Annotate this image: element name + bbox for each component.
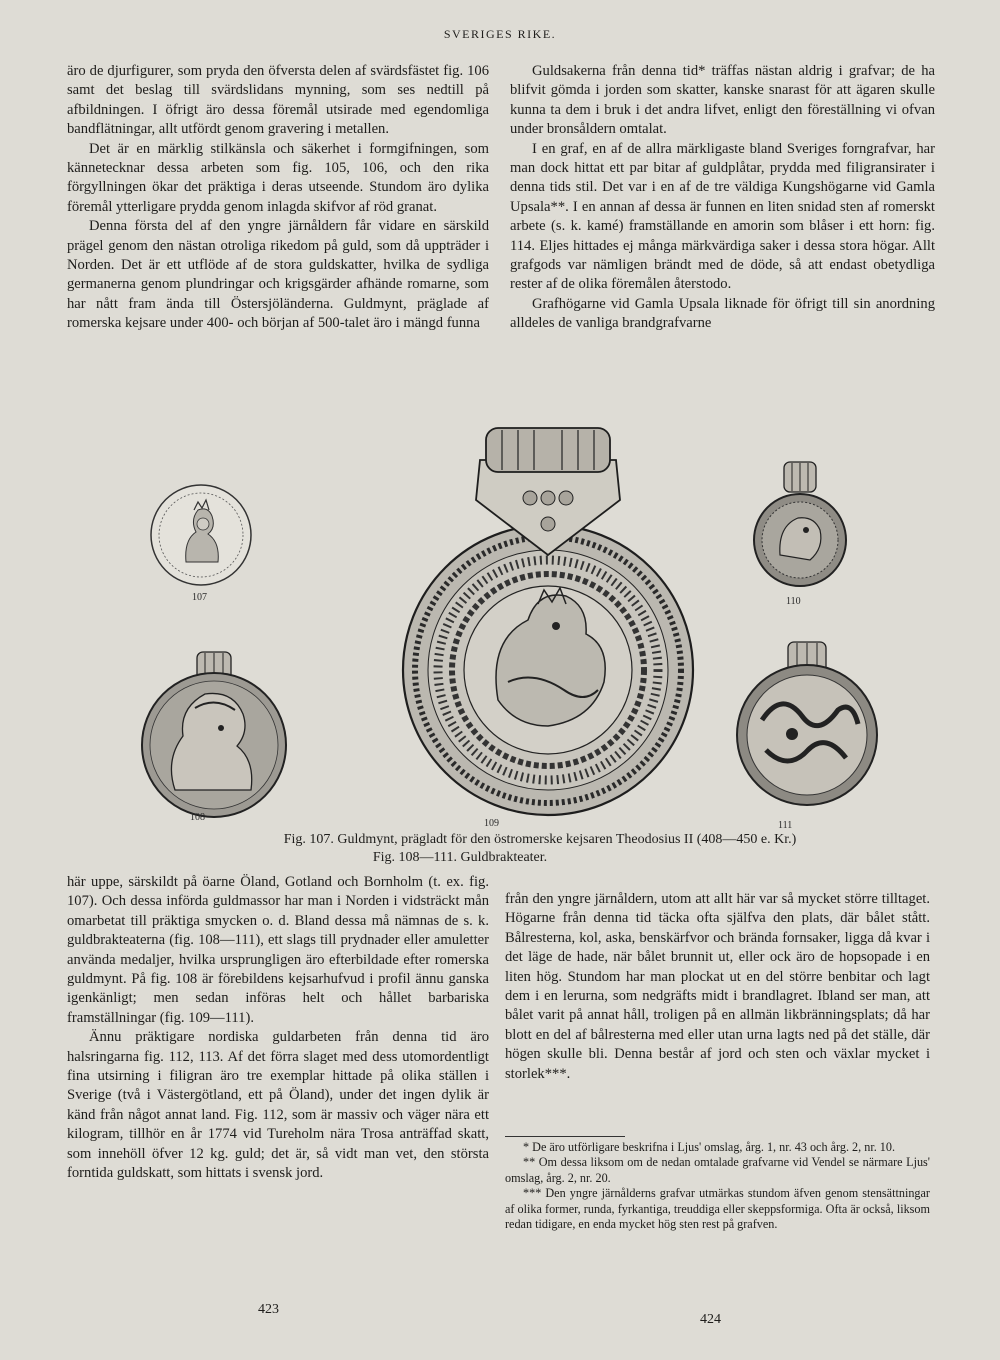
footnote: * De äro utförligare beskrifna i Ljus' omslag, årg. 1, nr. 43 och årg. 2, nr. 10.: [523, 1140, 896, 1154]
footnote: ** Om dessa liksom om de nedan omtalade grafvarne vid Vendel se närmare Ljus' omslag, årg. 2, nr. 20.: [505, 1155, 930, 1185]
running-header: [0, 27, 1000, 42]
page-number-left: 423: [258, 1302, 279, 1317]
footnote: *** Den yngre järnålderns grafvar utmärkas stundom äfven genom stensättningar af olika former, runda, fyrkantiga, treuddiga eller skeppsformiga. Ofta är också, liksom redan tidigare, en enda mycket hög sten rest på grafven.: [505, 1186, 930, 1232]
page-number-right: 424: [700, 1312, 721, 1327]
paragraph: äro de djurfigurer, som pryda den öfversta delen af svärdsfästet fig. 106 samt det beslag till svärdslidans mynning, som ses nedtill på afbildningen. I öfrigt äro dessa föremål utsirade med egendomliga bandflätningar, allt utfördt genom gravering i metallen.: [67, 63, 489, 138]
paragraph: från den yngre järnåldern, utom att allt här var så mycket större tilltaget. Högarne från denna tid täcka ofta själfva den plats, där bålet stått. Bålresterna, kol, aska, benskärfvor och brända fornsaker, ligga då kvar i det läge de hade, när bålet brunnit ut, eller ock äro de hopsopade i en liten hög. Stundom har man plockat ut en del större benbitar och lagt dem i en lerurna, som nedgräfts midt i brandlagret. Ibland ser man, att bålet varit på annat håll, troligen på en allmän likbränningsplats; då har blott en del af bålresterna med eller utan urna lagts ned på det ställe, där högen skulle bli. Denna består af jord och sten och växlar mycket i storlek***.: [505, 891, 930, 1082]
footnotes: [505, 1140, 930, 1232]
figure-caption: Fig. 107. Guldmynt, prägladt för den östromerske kejsaren Theodosius II (408—450 e. Kr.): [283, 832, 797, 847]
paragraph: Denna första del af den yngre järnåldern får vidare en särskild prägel genom den nästan otroliga rikedom på guld, som då uppträder i Norden. Det är ett utflöde af de stora guldskatter, hvilka de sydliga germanerna genom plundringar och krigsgärder afhände romarne, som har nått fram ända till Östersjöländerna. Guldmynt, präglade af romerska kejsare under 400- och början af 500-talet äro i mängd funna: [67, 218, 489, 332]
figure-label-109: 109: [484, 818, 499, 829]
column-top-left: [67, 62, 489, 334]
paragraph: I en graf, en af de allra märkligaste bland Sveriges forngrafvar, har man dock hittat ett par bitar af guldplåtar, prydda med filigransirater i denna tids stil. Det var i en af de tre väldiga Kungshögarne vid Gamla Upsala**. I en annan af dessa är funnen en liten snidad sten af romerskt arbete (s. k. kamé) framställande en amorin som blåser i ett horn: fig. 114. Eljes hittades ej många märkvärdiga saker i dessa stora högar. Allt grafgods var nämligen brändt med de döde, så att endast obetydliga rester af de olika föremålen återstodo.: [510, 140, 935, 293]
paragraph: Guldsakerna från denna tid* träffas nästan aldrig i grafvar; de ha blifvit gömda i jorden som skatter, kanske snarast för att ägaren skulle kunna ta dem i bruk i det andra lifvet, enligt den föreställning vi ofvan under bronsåldern omtalat.: [510, 63, 935, 138]
figure-label-111: 111: [778, 820, 793, 831]
paragraph: här uppe, särskildt på öarne Öland, Gotland och Bornholm (t. ex. fig. 107). Och dessa införda guldmassor har man i Norden i vidsträckt mån omarbetat till präktiga smycken o. d. Bland dessa må nämnas de s. k. guldbrakteaterna (fig. 108—111), ett slags till prydnader eller amuletter använda medaljer, hvilka ursprungligen äro efterbildade efter romerska guldmynt. På fig. 108 är förebildens kejsarhufvud i profil ännu ganska igenkänligt; men sedan införas helt och hållet barbariska framställningar (fig. 109—111).: [67, 874, 489, 1026]
figure-caption: Fig. 108—111. Guldbrakteater.: [372, 850, 548, 865]
figure-label-108: 108: [190, 812, 205, 823]
paragraph: Det är en märklig stilkänsla och säkerhet i formgifningen, som kännetecknar dessa arbeten som fig. 105, 106, och den rika förgyllningen ökar det präktiga i deras utseende. Stundom äro dylika föremål ytterligare prydda genom inlagda skifvor af röd granat.: [67, 140, 489, 215]
footnote-rule: [505, 1136, 625, 1137]
figure-label-110: 110: [786, 596, 801, 607]
bracteate-109-illustration: [388, 420, 708, 820]
coin-107-illustration: [146, 480, 256, 590]
paragraph: Ännu präktigare nordiska guldarbeten från denna tid äro halsringarna fig. 112, 113. Af det förra slaget med dess utomordentligt fina utsirning i filigran äro tre exemplar hittade på olika ställen i Sverige (två i Västergötland, ett på Öland), under det ingen dylik är känd från något annat land. Fig. 112, som är massiv och väger nära ett kilogram, tillhör en år 1774 vid Tureholm nära Trosa anträffad skatt, som innehöll öfver 12 kg. guld; det är, så vidt man vet, den största forntida guldskatt, som hittats i svensk jord.: [67, 1029, 489, 1182]
bracteate-111-illustration: [722, 640, 892, 810]
bracteate-110-illustration: [750, 460, 850, 590]
figure-label-107: 107: [192, 592, 207, 603]
column-bottom-left: [67, 873, 489, 1184]
column-top-right: [510, 62, 935, 334]
column-bottom-right: [505, 890, 930, 1084]
paragraph: Grafhögarne vid Gamla Upsala liknade för öfrigt till sin anordning alldeles de vanliga brandgrafvarne: [510, 295, 935, 332]
running-title: SVERIGES RIKE.: [443, 27, 557, 41]
bracteate-108-illustration: [125, 650, 305, 820]
